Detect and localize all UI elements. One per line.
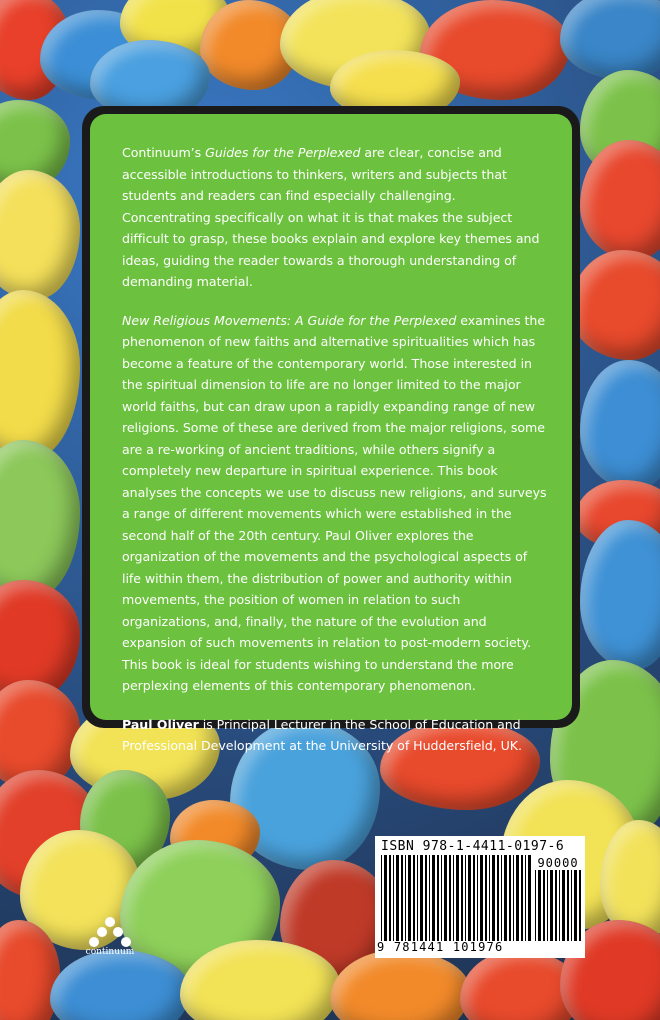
isbn-barcode bbox=[375, 836, 585, 958]
series-description-text: are clear, concise and accessible introductions to thinkers, writers and subjects that students and readers can find especially challenging. Concentrating specifically on what it is that makes the subject difficult to grasp, these books explain and explore key themes and ideas, guiding the reader towards a thorough understanding of demanding material. bbox=[122, 145, 540, 289]
blurb-panel bbox=[82, 106, 580, 753]
series-description-paragraph bbox=[122, 142, 548, 293]
book-title: New Religious Movements: A Guide for the Perplexed bbox=[122, 312, 457, 328]
publisher-name: continuum bbox=[85, 947, 135, 957]
author-bio-text: is Principal Lecturer in the School of Education and Professional Development at the University of Huddersfield, UK. bbox=[122, 716, 522, 753]
author-name: Paul Oliver bbox=[122, 716, 199, 732]
blurb-panel-inner bbox=[90, 114, 572, 753]
book-description-paragraph bbox=[122, 310, 548, 697]
addon-barcode-bars bbox=[535, 870, 581, 941]
isbn-label: ISBN 978-1-4411-0197-6 bbox=[381, 839, 565, 854]
ean-barcode-bars bbox=[381, 855, 531, 941]
price-addon-number: 90000 bbox=[537, 856, 579, 870]
book-description-text: examines the phenomenon of new faiths and alternative spiritualities which has become a feature of the contemporary world. Those interested in the spiritual dimension to life are no longer limited to the major world faiths, but can draw upon a rapidly expanding range of new religions. Some of these are derived from the major religions, some are a re-working of ancient traditions, while others signify a completely new departure in spiritual experience. This book analyses the concepts we use to discuss new religions, and surveys a range of different movements which were established in the second half of the 20th century. Paul Oliver explores the organization of the movements and the psychological aspects of life within them, the distribution of power and authority within movements, the position of women in relation to such organizations, and, finally, the nature of the evolution and expansion of such movements in relation to post-modern society. This book is ideal for students wishing to understand the more perplexing elements of this contemporary phenomenon. bbox=[122, 312, 547, 693]
series-name: Guides for the Perplexed bbox=[205, 145, 361, 160]
ean-number: 9 781441 101976 bbox=[377, 940, 504, 954]
series-intro-text: Continuum’s bbox=[122, 145, 206, 160]
author-bio-paragraph bbox=[122, 714, 548, 757]
